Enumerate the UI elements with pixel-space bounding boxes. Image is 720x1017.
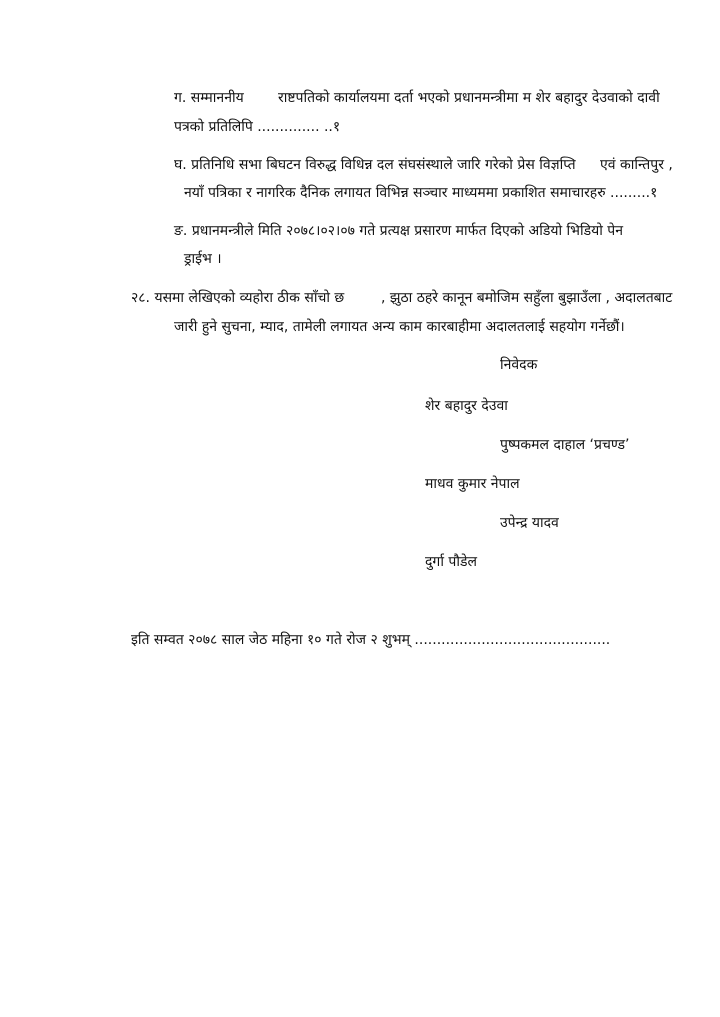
item-ga-line1-a: ग. सम्माननीय [174,90,244,106]
item-gha-line2: नयाँ पत्रिका र नागरिक दैनिक लगायत विभिन्न सञ्चार माध्यममा प्रकाशित समाचारहरु .........१ [184,185,658,201]
closing-line: इति सम्वत २०७८ साल जेठ महिना १० गते रोज २ शुभम् ............................................ [131,632,611,648]
item-gha-line1-a: घ. प्रतिनिधि सभा बिघटन विरुद्ध विधिन्न दल संघसंस्थाले जारि गरेको प्रेस विज्ञप्ति [174,157,576,173]
para-28-line1-b: , झुठा ठहरे कानून बमोजिम सहुँला बुझाउँला , अदालतबाट [381,290,673,306]
signatory-name: पुष्पकमल दाहाल ‘प्रचण्ड’ [500,437,630,453]
item-nga-line2: ड्राईभ । [184,251,222,267]
signatory-name: शेर बहादुर देउवा [425,398,508,414]
signatory-name: उपेन्द्र यादव [500,515,559,531]
item-nga-line1: ङ. प्रधानमन्त्रीले मिति २०७८।०२।०७ गते प्रत्यक्ष प्रसारण मार्फत दिएको अडियो भिडियो पेन [174,223,624,239]
signature-title: निवेदक [500,357,538,373]
item-ga-line2: पत्रको प्रतिलिपि .............. ..१ [174,119,341,135]
item-gha-line1-b: एवं कान्तिपुर , [600,157,673,173]
signatory-name: दुर्गा पौडेल [425,554,477,570]
para-28-line2: जारी हुने सुचना, म्याद, तामेली लगायत अन्य काम कारबाहीमा अदालतलाई सहयोग गर्नेछौं। [174,319,625,335]
para-28-line1-a: २८. यसमा लेखिएको व्यहोरा ठीक साँचो छ [131,290,345,306]
signatory-name: माधव कुमार नेपाल [425,476,520,492]
item-ga-line1-b: राष्टपतिको कार्यालयमा दर्ता भएको प्रधानमन्त्रीमा म शेर बहादुर देउवाको दावी [278,90,660,106]
